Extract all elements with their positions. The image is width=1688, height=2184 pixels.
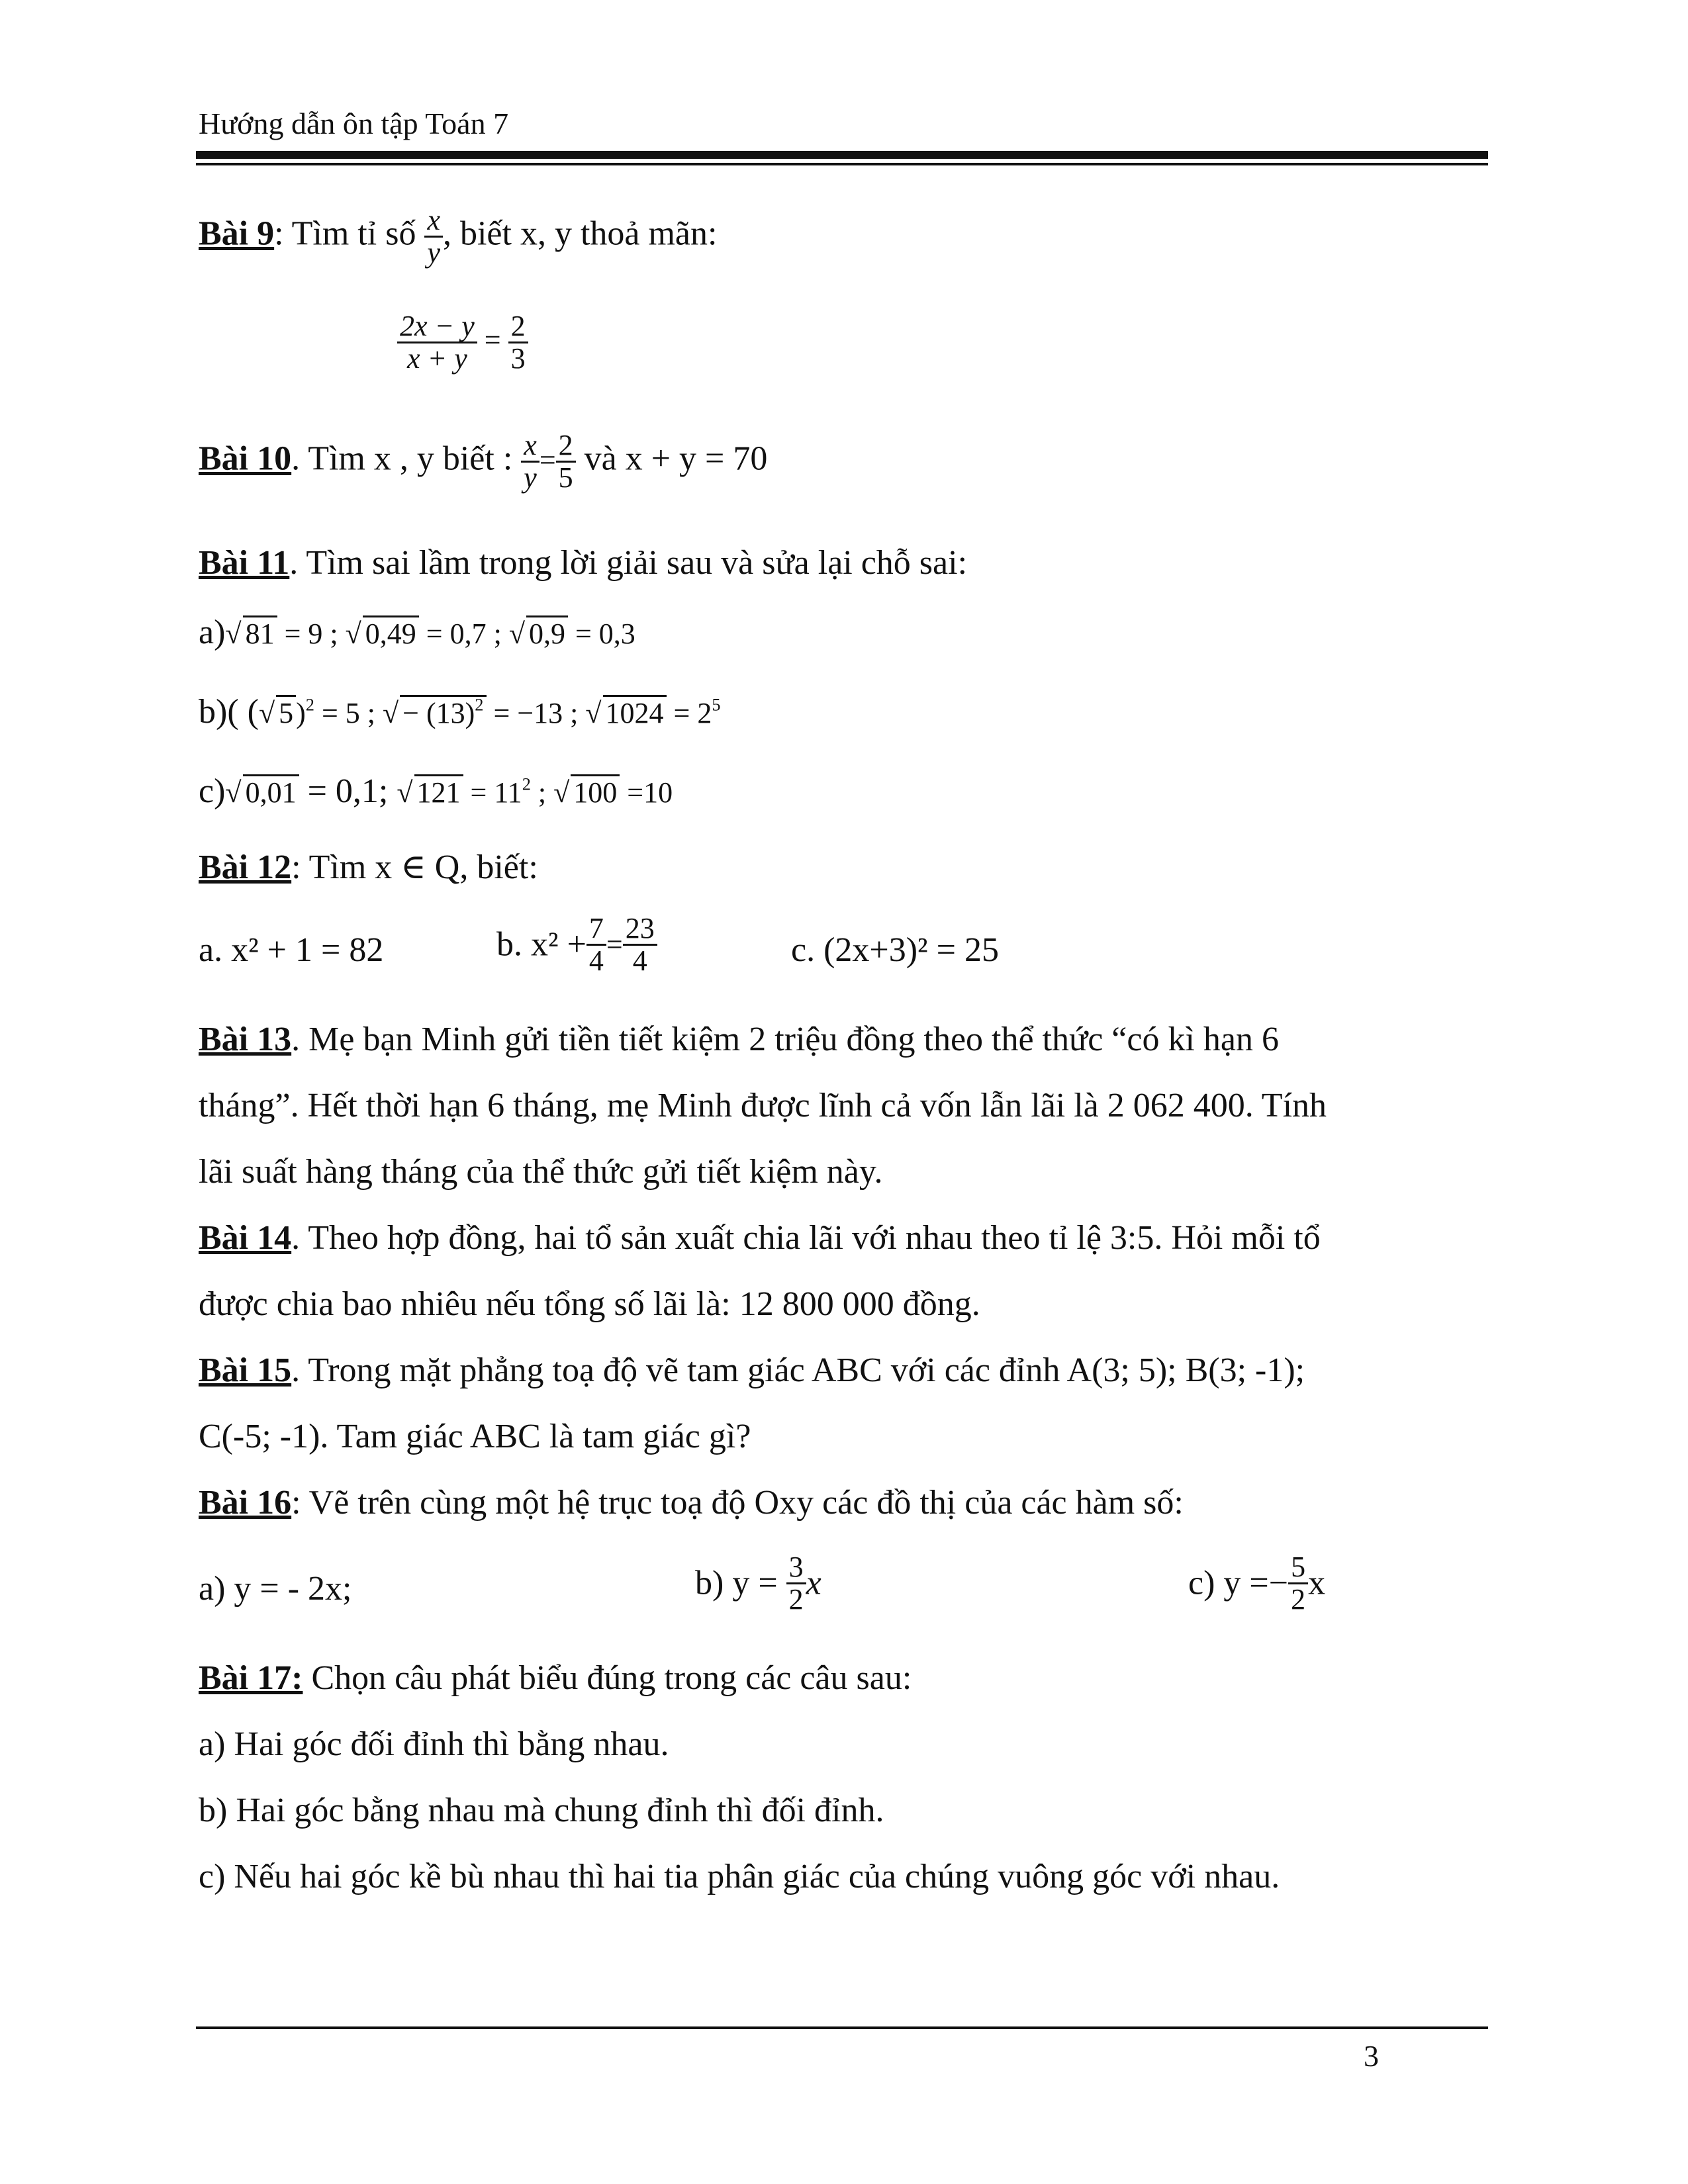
b15-label: Bài 15 [199,1351,292,1389]
b9-fraction: $\frac{x}{y}$ [424,205,443,268]
b16-label: Bài 16 [199,1484,292,1522]
b16-c: c) y =− $\frac{5}{2}$ x [1188,1551,1326,1616]
b11-text: . Tìm sai lầm trong lời giải sau và sửa lại chỗ sai: [289,544,968,582]
b9-text2: , biết x, y thoả mãn: [442,214,718,253]
b13-label: Bài 13 [199,1021,292,1058]
header-rule-thick [196,151,1488,159]
b17-c: c) Nếu hai góc kề bù nhau thì hai tia phân giác của chúng vuông góc với nhau. [199,1858,1280,1895]
b11-b: b)( (√ 5)$^2$ = 5 ; √ − $(13)^2 = -13$ ; √ $1024 = 2^5$ [199,693,721,731]
b17-label: Bài 17: [199,1659,303,1697]
b13-line1: Bài 13. Mẹ bạn Minh gửi tiền tiết kiệm 2 triệu đồng theo thể thức “có kì hạn 6 [199,1021,1279,1058]
b11-a: a)√ 81 = 9 ; √ 0,49 = 0,7 ; √ 0,9 = 0,3 [199,614,635,651]
b11-line [199,546,967,580]
header-rule-thin [196,163,1488,165]
b10-eq: = [539,443,556,477]
b16-frac-5-2: $\frac{5}{2}$ [1288,1552,1308,1615]
page-header: Hướng dẫn ôn tập Toán 7 [199,107,509,140]
b16-b: b) y = $\frac{3}{2}$ x [695,1551,821,1616]
b17-b: b) Hai góc bằng nhau mà chung đỉnh thì đối đỉnh. [199,1792,884,1829]
b9-eq-rhs: $\frac{2}{3}$ [508,311,528,374]
b17-line: Bài 17: Chọn câu phát biểu đúng trong các câu sau: [199,1659,912,1697]
footer-rule [196,2026,1488,2029]
b14-line1: Bài 14. Theo hợp đồng, hai tổ sản xuất chia lãi với nhau theo tỉ lệ 3:5. Hỏi mỗi tổ [199,1219,1321,1257]
b12-frac-23-4: $\frac{23}{4}$ [623,913,657,976]
b12-c: c. (2x+3)² = 25 [791,931,999,969]
b17-a: a) Hai góc đối đỉnh thì bằng nhau. [199,1725,669,1763]
b13-line2: tháng”. Hết thời hạn 6 tháng, mẹ Minh được lĩnh cả vốn lẫn lãi là 2 062 400. Tính [199,1087,1327,1124]
b16-a: a) y = - 2x; [199,1570,352,1608]
b11-label: Bài 11 [199,544,290,582]
b9-label: Bài 9 [199,214,275,253]
b12-text: : Tìm x ∈ Q, biết: [291,848,538,886]
b13-line3: lãi suất hàng tháng của thể thức gửi tiết kiệm này. [199,1153,883,1191]
b14-label: Bài 14 [199,1219,292,1257]
b10-frac-xy: $\frac{x}{y}$ [521,430,539,493]
b16-line: Bài 16: Vẽ trên cùng một hệ trục toạ độ Oxy các đồ thị của các hàm số: [199,1484,1184,1522]
page-number: 3 [1364,2039,1379,2073]
b16-frac-3-2: $\frac{3}{2}$ [786,1552,806,1615]
b11-c: c)√ 0,01 = 0,1; √ $121 = 11^2$ ; √ 100 =10 [199,772,673,810]
b10-text: . Tìm x , y biết : [291,439,522,478]
b12-a: a. x² + 1 = 82 [199,931,384,969]
b9-eq-sign: = [484,323,501,356]
b12-frac-7-4: $\frac{7}{4}$ [586,913,606,976]
b9-line [199,205,717,268]
b9-text: : Tìm tỉ số [274,214,425,253]
b14-line2: được chia bao nhiêu nếu tổng số lãi là: 12 800 000 đồng. [199,1285,980,1323]
b9-equation [397,311,528,374]
b12-line [199,850,538,885]
b10-label: Bài 10 [199,439,292,478]
b9-eq-lhs: $\frac{2x - y}{x + y}$ [397,311,477,374]
b10-line [199,430,767,493]
b15-line1: Bài 15. Trong mặt phẳng toạ độ vẽ tam giác ABC với các đỉnh A(3; 5); B(3; -1); [199,1351,1305,1389]
b10-text2: và x + y = 70 [575,439,768,478]
b15-line2: C(-5; -1). Tam giác ABC là tam giác gì? [199,1418,751,1455]
b10-frac-25: $\frac{2}{5}$ [556,430,576,493]
b12-b: b. x² + $\frac{7}{4}$ = $\frac{23}{4}$ [496,913,657,976]
b12-label: Bài 12 [199,848,292,886]
